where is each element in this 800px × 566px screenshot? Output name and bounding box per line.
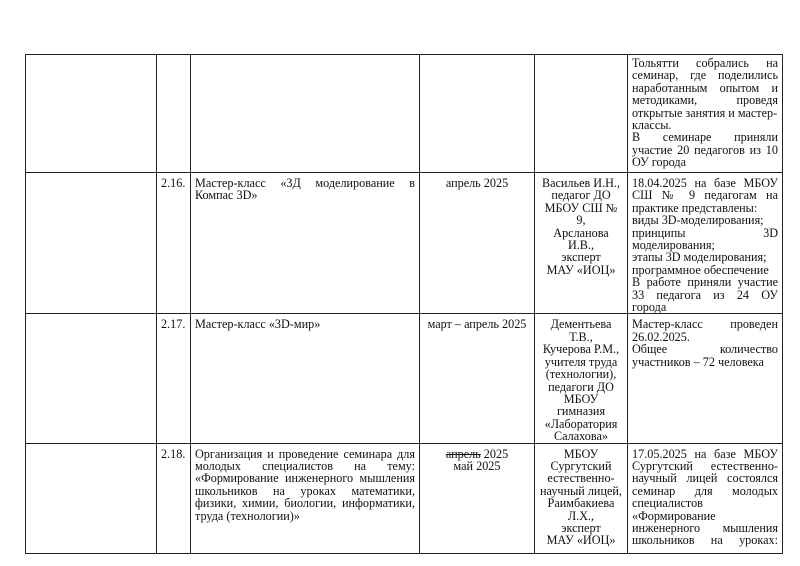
text-line: Организация и проведение семинара для — [195, 446, 415, 461]
cell-result — [628, 55, 783, 173]
text-line: семинар, где поделились — [632, 68, 778, 83]
text-line: принципы 3D — [632, 225, 778, 240]
cell-result — [628, 314, 783, 443]
text-line: МБОУ гимназия — [556, 391, 606, 419]
cell-event — [191, 55, 420, 173]
cell-date — [420, 443, 535, 553]
table-row — [26, 443, 783, 553]
text-line: Сургутский — [550, 458, 612, 473]
text-line: программное обеспечение — [632, 262, 769, 277]
table-row — [26, 55, 783, 173]
text-line: эксперт — [561, 520, 601, 535]
text-line: МАУ «ИОЦ» — [546, 262, 616, 277]
cell-empty — [26, 55, 157, 173]
text-line: МБОУ — [563, 446, 599, 461]
text-line: Мастер-класс проведен — [632, 317, 778, 332]
text-line: «Формирование — [632, 508, 716, 523]
text-line: Арсланова И.В., — [553, 225, 609, 253]
text-line: педагоги ДО — [548, 379, 614, 394]
text-line: физики, химии, биологии, информатики, — [195, 496, 415, 511]
text-line: Кучерова Р.М., — [542, 342, 620, 357]
table-row — [26, 173, 783, 314]
text-line: наработанным опытом и — [632, 80, 778, 95]
cell-result — [628, 443, 783, 553]
text-line: МБОУ СШ № 9, — [544, 200, 618, 228]
text-line: виды 3D-моделирования; — [632, 213, 764, 228]
text-line: этапы 3D моделирования; — [632, 250, 767, 265]
date-year: 2025 — [480, 446, 509, 461]
text-line: учителя труда — [544, 354, 618, 369]
text-line: 26.02.2025. — [632, 329, 690, 344]
text-line: Сургутский естественно- — [632, 458, 778, 473]
text-line: ОУ города — [632, 155, 687, 170]
text-line: Раимбакиева Л.Х., — [547, 496, 615, 523]
text-line: инженерного мышления — [632, 520, 778, 535]
text-line: семинар для молодых — [632, 483, 778, 498]
text-line: школьников на уроках: — [632, 533, 778, 548]
cell-result — [628, 173, 783, 314]
text-line: Салахова» — [554, 429, 608, 444]
text-line: естественно- — [547, 471, 615, 486]
text-line: труда (технологии)» — [195, 508, 300, 523]
text-line: МАУ «ИОЦ» — [546, 533, 616, 548]
cell-responsible — [535, 55, 628, 173]
text-line: научный лицей состоялся — [632, 471, 778, 486]
text-line: «Формирование инженерного мышления — [195, 471, 415, 486]
cell-event: Мастер-класс «3D-мир» — [191, 314, 420, 443]
text-line: участие 20 педагогов из 10 — [632, 142, 778, 157]
text-line: Тольятти собрались на — [632, 56, 778, 70]
text-line: научный лицей, — [540, 483, 622, 498]
text-line: 17.05.2025 на базе МБОУ — [632, 446, 778, 461]
cell-num: 2.18. — [157, 443, 191, 553]
text-line: эксперт — [561, 250, 601, 265]
cell-empty — [26, 314, 157, 443]
text-line: молодых специалистов на тему: — [195, 458, 415, 473]
cell-date: апрель 2025 — [420, 173, 535, 314]
text-line: Дементьева Т.В., — [550, 317, 612, 344]
cell-responsible — [535, 173, 628, 314]
cell-date — [420, 55, 535, 173]
text-line: Компас 3D» — [195, 188, 258, 203]
cell-empty — [26, 443, 157, 553]
cell-date: март – апрель 2025 — [420, 314, 535, 443]
text-line: СШ № 9 педагогам на — [632, 188, 778, 203]
text-line: 33 педагога из 24 ОУ города — [632, 287, 778, 315]
table-row — [26, 314, 783, 443]
text-line: В семинаре приняли — [632, 130, 778, 145]
text-line: специалистов — [632, 496, 703, 511]
text-line: В работе приняли участие — [632, 275, 778, 290]
cell-responsible — [535, 443, 628, 553]
text-line: Общее количество — [632, 342, 778, 357]
cell-num: 2.16. — [157, 173, 191, 314]
text-line: Васильев И.Н., — [541, 176, 621, 190]
struck-month: апрель — [445, 446, 481, 461]
cell-event — [191, 443, 420, 553]
text-line: (технологии), — [545, 367, 617, 382]
cell-responsible — [535, 314, 628, 443]
cell-num: 2.17. — [157, 314, 191, 443]
text-line: классы. — [632, 118, 672, 133]
activities-table — [25, 54, 783, 554]
text-line: методиками, проведя — [632, 93, 778, 108]
text-line: педагог ДО — [551, 188, 611, 203]
text-line: участников – 72 человека — [632, 354, 764, 369]
cell-event — [191, 173, 420, 314]
cell-empty — [26, 173, 157, 314]
text-line: практике представлены: — [632, 200, 758, 215]
text-line: школьников на уроках математики, — [195, 483, 415, 498]
text-line: моделирования; — [632, 238, 715, 253]
text-line: «Лаборатория — [544, 416, 618, 431]
cell-num — [157, 55, 191, 173]
text-line: Мастер-класс «3Д моделирование в — [195, 176, 415, 190]
text-line: 18.04.2025 на базе МБОУ — [632, 176, 778, 190]
text-line: открытые занятия и мастер- — [632, 105, 778, 120]
date-line: май 2025 — [453, 458, 501, 473]
